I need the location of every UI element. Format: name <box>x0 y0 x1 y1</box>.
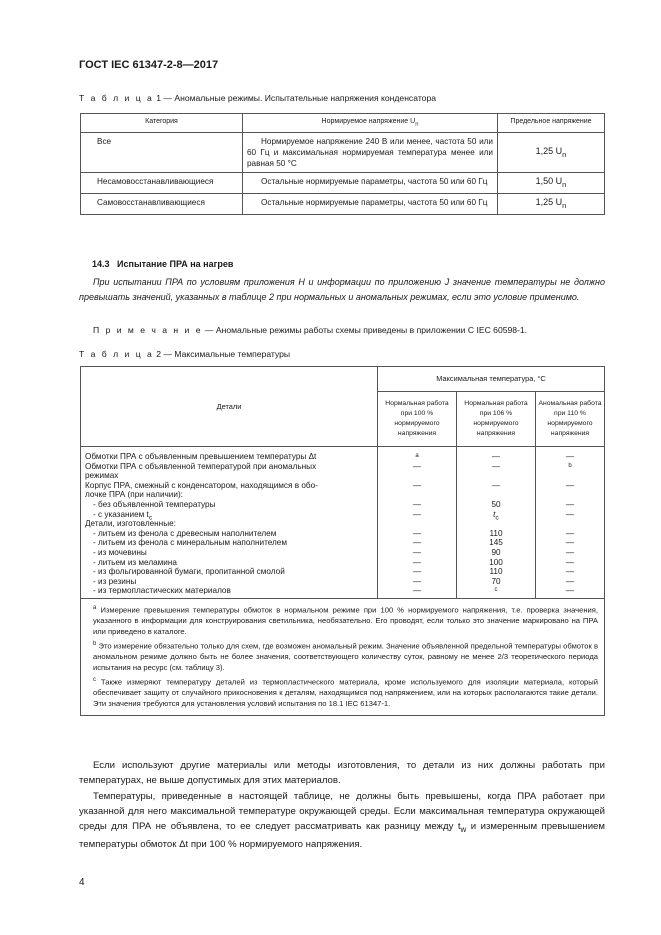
list-item: - литьем из фенола с древесным наполнителем <box>93 528 277 538</box>
section-paragraph: При испытании ПРА по условиям приложения Н и информации по приложению J значение температуры не должно превышать значений, указанных в таблице 2 при нормальных и аномальных режимах, если это условие применимо. <box>79 277 605 302</box>
page-number: 4 <box>79 877 85 888</box>
list-item: - литьем из меламина <box>93 557 177 567</box>
table1-header-limit: Предельное напряжение <box>498 114 605 133</box>
body-paragraph-1: Если используют другие материалы или методы изготовления, то детали из них должны работать при температурах, не выше допустимых для этих материалов. <box>79 760 605 786</box>
footnote: $^a$ Измерение превышения температуры обмоток в нормальном режиме при 100 % нормируемого напряжения, т.е. проверка значения, указанного в информации для конструирования светильника, необязательно. Его проводят, если только это значение маркировано на ПРА или приведено в каталоге. <box>93 604 598 637</box>
footnote: $^c$ Также измеряют температуру деталей из термопластического материала, кроме используемого для изоляции материала, который обеспечивает защиту от случайного прикосновения к деталям, находящимся под напряжением, или на которых располагаются такие детали. Эти значения требуются для установления условий испытания по 18.1 IEC 61347-1. <box>93 676 598 708</box>
table1-header-category: Категория <box>81 114 243 133</box>
document-header: ГОСТ IEC 61347-2-8—2017 <box>79 59 219 71</box>
table1 <box>80 113 605 215</box>
table2-body <box>81 447 605 599</box>
table2-caption <box>79 349 290 359</box>
section-heading <box>92 259 233 269</box>
table1-limit: 1,25 $U_n$ <box>498 133 605 173</box>
table1-voltage: Остальные нормируемые параметры, частота 50 или 60 Гц <box>243 173 498 194</box>
list-item: - из термопластических материалов <box>93 586 231 596</box>
list-item: - литьем из фенола с минеральным наполнителем <box>93 538 287 548</box>
table2-col2: — — — 50 $t_c$ 110 145 90 100 110 70 $^c$ <box>457 447 536 599</box>
table1-header-row <box>81 114 605 133</box>
list-item: режимах <box>85 471 119 481</box>
table2-caption-text: 2 — Максимальные температуры <box>156 349 291 359</box>
table1-category: Самовосстанавливающиеся <box>81 194 243 215</box>
table1-voltage: Нормируемое напряжение 240 В или менее, частота 50 или 60 Гц и максимальная нормируемая температура менее или равная 50 °С <box>243 133 498 173</box>
table2-header-col3: Аномальная работа при 110 % нормируемого напряжения <box>536 392 605 447</box>
list-item: - из резины <box>93 576 137 586</box>
table1-category: Все <box>81 133 243 173</box>
table2-col3: — $^b$ — — — — — — — — — — <box>536 447 605 599</box>
table1-category: Несамовосстанавливающиеся <box>81 173 243 194</box>
table2-details-col <box>81 447 378 599</box>
note-text: — Аномальные режимы работы схемы приведены в приложении С IEC 60598-1. <box>204 325 528 335</box>
table1-caption-text: 1 — Аномальные режимы. Испытательные напряжения конденсатора <box>156 93 436 103</box>
table2-footnotes <box>81 598 605 715</box>
section-note <box>79 323 605 338</box>
list-item: - без объявленной температуры <box>93 499 216 509</box>
list-item: лочке ПРА (при наличии): <box>85 490 183 500</box>
list-item: Обмотки ПРА с объявленным превышением температуры Δt <box>85 452 317 461</box>
table1-limit: 1,25 $U_n$ <box>498 194 605 215</box>
table1-voltage: Остальные нормируемые параметры, частота 50 или 60 Гц <box>243 194 498 215</box>
table2-header-details: Детали <box>81 367 378 447</box>
table2-caption-prefix: Т а б л и ц а <box>79 349 154 359</box>
table2-header-max: Максимальная температура, °С <box>378 367 605 392</box>
table1-caption-prefix: Т а б л и ц а <box>79 93 154 103</box>
footnote-mark: c <box>494 587 498 594</box>
footnote: $^b$ Это измерение обязательно только для схем, где возможен аномальный режим. Значение объявленной предельной температуры обмоток в аномальном режиме должно быть не более значения, соответствующего количеству суток, равному не менее 2/3 теоретического периода испытания на ресурс (см. таблицу 3). <box>93 640 598 672</box>
table2 <box>80 366 605 716</box>
list-item: - из мочевины <box>93 547 147 557</box>
note-prefix: П р и м е ч а н и е <box>93 325 203 335</box>
table1-header-voltage: Нормируемое напряжение $U_n$ <box>243 114 498 133</box>
table2-header-row <box>81 367 605 392</box>
table-row <box>81 133 605 173</box>
list-item: Корпус ПРА, смежный с конденсатором, находящимся в обо- <box>85 480 318 490</box>
table2-col1: $^a$ — — — — — — — — — — — <box>378 447 457 599</box>
footnote-mark: b <box>568 462 572 469</box>
table2-header-col2: Нормальная работа при 106 % нормируемого напряжения <box>457 392 536 447</box>
table1-caption <box>79 93 436 103</box>
list-item: - из фольгированной бумаги, пропитанной смолой <box>93 567 285 577</box>
table2-header-col1: Нормальная работа при 100 % нормируемого напряжения <box>378 392 457 447</box>
body-paragraph-2: Температуры, приведенные в настоящей таблице, не должны быть превышены, когда ПРА работает при указанной для него максимальной температуре окружающей среды. Если максимальная температура окружающей среды для ПРА не объявлена, то ее следует рассматривать как разницу между $t_w$ и измеренным превышением температуры обмоток Δt при 100 % нормируемого напряжения. <box>79 791 605 850</box>
section-number: 14.3 <box>92 259 110 269</box>
section-title: Испытание ПРА на нагрев <box>117 259 234 269</box>
table-row <box>81 194 605 215</box>
list-item: - с указанием $t_c$ <box>93 509 153 522</box>
list-item: Детали, изготовленные: <box>85 519 176 529</box>
list-item: Обмотки ПРА с объявленной температурой при аномальных <box>85 461 317 471</box>
table2-footnotes-row <box>81 598 605 715</box>
table1-limit: 1,50 $U_n$ <box>498 173 605 194</box>
table-row <box>81 173 605 194</box>
footnote-mark: a <box>415 453 419 459</box>
